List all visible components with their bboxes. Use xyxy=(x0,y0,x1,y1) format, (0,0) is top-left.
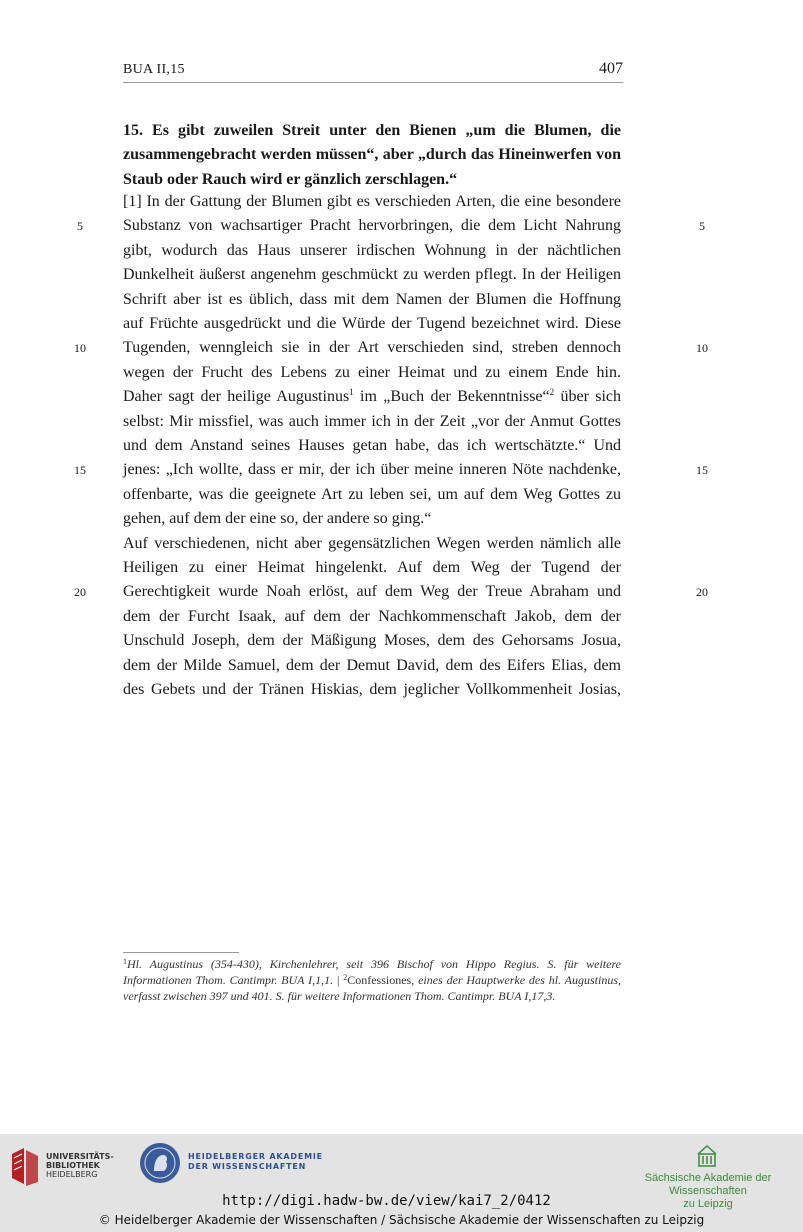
text-line: dem der Milde Samuel, dem der Demut David, dem des Eifers Elias, dem xyxy=(123,656,621,674)
line-number-left: 20 xyxy=(74,585,86,600)
running-title: BUA II,15 xyxy=(123,62,185,77)
running-header xyxy=(123,60,623,83)
hadw-line-2: DER WISSENSCHAFTEN xyxy=(188,1162,307,1171)
line-number-right: 20 xyxy=(696,585,708,600)
line-number-left: 15 xyxy=(74,463,86,478)
text-line: selbst: Mir missfiel, was auch immer ich in der Zeit „vor der Anmut Gottes xyxy=(123,412,621,430)
text-segment: über sich xyxy=(554,388,622,406)
footnote-marker-1: 1 xyxy=(123,957,127,966)
text-line: [1] In der Gattung der Blumen gibt es verschieden Arten, die eine besondere xyxy=(123,193,621,210)
text-line: Gerechtigkeit wurde Noah erlöst, auf dem Weg der Treue Abraham und xyxy=(123,583,621,601)
line-number-right: 15 xyxy=(696,463,708,478)
academy-heidelberg-logo-icon xyxy=(140,1143,180,1183)
text-line: gehen, auf dem der eine so, der andere so ging.“ xyxy=(123,510,432,528)
saxon-academy-logo-icon xyxy=(697,1144,717,1168)
line-number-left: 5 xyxy=(77,219,83,234)
ub-line-2: BIBLIOTHEK xyxy=(46,1161,100,1170)
text-segment: im „Buch der Bekenntnisse“ xyxy=(353,388,550,406)
text-line: Substanz von wachsartiger Pracht hervorbringen, die dem Licht Nahrung xyxy=(123,217,621,235)
footnotes xyxy=(123,956,621,1005)
footnote-rule xyxy=(123,952,239,953)
line-number-left: 10 xyxy=(74,341,86,356)
ub-line-3: HEIDELBERG xyxy=(46,1170,98,1179)
text-line: Unschuld Joseph, dem der Mäßigung Moses, dem des Gehorsams Josua, xyxy=(123,632,621,650)
footnote-2-title: Confessiones xyxy=(347,973,412,988)
line-number-right: 5 xyxy=(699,219,705,234)
saw-line-1: Sächsische Akademie der Wissenschaften xyxy=(644,1172,772,1197)
text-line: des Gebets und der Tränen Hiskias, dem jeglicher Vollkommenheit Josias, xyxy=(123,681,621,698)
copyright-notice: © Heidelberger Akademie der Wissenschaften / Sächsische Akademie der Wissenschaften zu Leipzig xyxy=(98,1213,705,1227)
ub-line-1: UNIVERSITÄTS- xyxy=(46,1152,114,1161)
text-segment: Daher sagt der heilige Augustinus xyxy=(123,388,350,406)
saw-line-2: zu Leipzig xyxy=(683,1198,733,1210)
university-library-name xyxy=(46,1152,114,1179)
chapter-heading: 15. Es gibt zuweilen Streit unter den Bienen „um die Blumen, die zusammengebracht werden müssen“, aber „durch das Hineinwerfen von Staub oder Rauch wird er gänzlich zerschlagen.“ xyxy=(123,122,621,188)
text-line: dem der Furcht Isaak, auf dem der Nachkommenschaft Jakob, dem der xyxy=(123,607,621,625)
text-line: jenes: „Ich wollte, dass er mir, der ich über meine inneren Nöte nachdenke, xyxy=(123,461,621,479)
text-line: und dem Anstand seines Hauses getan habe, das ich wertschätzte.“ Und xyxy=(123,437,621,454)
hadw-line-1: HEIDELBERGER AKADEMIE xyxy=(188,1152,323,1161)
academy-heidelberg-name xyxy=(188,1152,323,1172)
text-line: Auf verschiedenen, nicht aber gegensätzlichen Wegen werden nämlich alle xyxy=(123,534,621,552)
footnote-marker-2: 2 xyxy=(343,973,348,983)
text-line xyxy=(123,385,621,409)
text-line: offenbarte, was die geeignete Art zu leben sei, um auf dem Weg Gottes zu xyxy=(123,485,621,503)
text-line: auf Früchte ausgedrückt und die Würde der Tugend bezeichnet wird. Diese xyxy=(123,315,621,332)
text-line: Heiligen zu einer Heimat hingelenkt. Auf dem Weg der Tugend der xyxy=(123,559,621,576)
text-line: Tugenden, wenngleich sie in der Art verschieden sind, streben dennoch xyxy=(123,339,621,357)
page-number: 407 xyxy=(599,60,623,77)
footnote-reference: 2 xyxy=(549,387,555,398)
text-line: gibt, wodurch das Haus unserer irdischen Wohnung in der nächtlichen xyxy=(123,241,621,259)
footnote-2-text: , eines der Hauptwerke des hl. Augustinus, verfasst zwischen 397 und 401. S. für weitere Informationen Thom. Cantimpr. BUA I,17,3. xyxy=(123,973,622,1004)
line-number-right: 10 xyxy=(696,341,708,356)
footnote-reference: 1 xyxy=(349,387,354,398)
text-line: wegen der Frucht des Lebens zu einer Heimat und zu einem Ende hin. xyxy=(123,363,621,381)
text-line: Dunkelheit äußerst angenehm geschmückt zu werden pflegt. In der Heiligen xyxy=(123,266,621,284)
text-line: Schrift aber ist es üblich, dass mit dem Namen der Blumen die Hoffnung xyxy=(123,290,621,308)
footnote-1-text: Hl. Augustinus (354-430), Kirchenlehrer, seit 396 Bischof von Hippo Regius. S. für weitere Informationen Thom. Cantimpr. BUA I,1,1. xyxy=(123,957,621,988)
footer-bar xyxy=(0,1134,803,1232)
permalink-url[interactable]: http://digi.hadw-bw.de/view/kai7_2/0412 xyxy=(222,1193,551,1209)
footnote-separator: | xyxy=(336,973,340,988)
